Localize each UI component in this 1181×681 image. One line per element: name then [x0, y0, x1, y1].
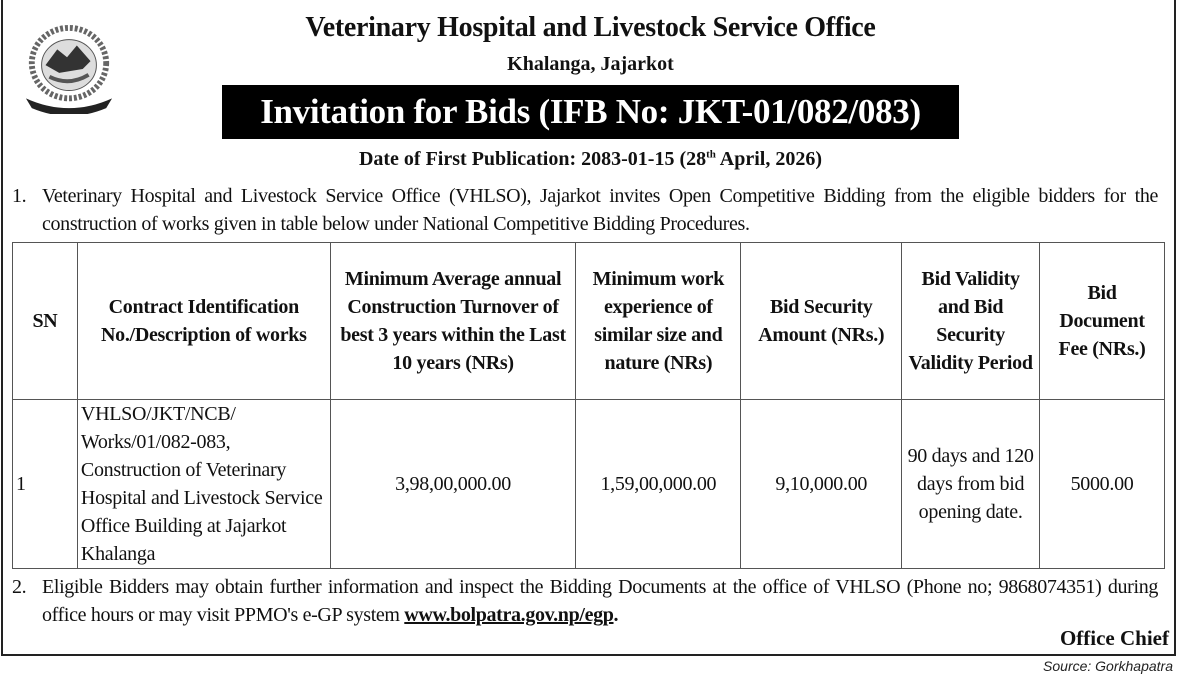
paragraph-number: 2. [12, 576, 27, 598]
header-validity: Bid Validity and Bid Security Validity Period [902, 243, 1040, 400]
header-bid-security: Bid Security Amount (NRs.) [741, 243, 902, 400]
date-suffix: April, 2026) [715, 148, 823, 170]
date-sup: th [706, 148, 716, 161]
source-credit: Source: Gorkhapatra [1043, 658, 1173, 674]
cell-sn: 1 [13, 400, 78, 569]
bid-table [12, 242, 1165, 569]
header-experience: Minimum work experience of similar size and nature (NRs) [576, 243, 741, 400]
cell-validity: 90 days and 120 days from bid opening date. [902, 400, 1040, 569]
paragraph-2 [12, 573, 1158, 629]
office-name: Veterinary Hospital and Livestock Service Office [305, 12, 876, 43]
header-sn: SN [13, 243, 78, 400]
cell-bid-security: 9,10,000.00 [741, 400, 902, 569]
paragraph-number: 1. [12, 185, 27, 207]
paragraph-1 [12, 182, 1158, 238]
table-row [13, 400, 1165, 569]
office-location: Khalanga, Jajarkot [507, 53, 674, 75]
header-turnover: Minimum Average annual Construction Turnover of best 3 years within the Last 10 years (NRs) [330, 243, 576, 400]
cell-fee: 5000.00 [1040, 400, 1165, 569]
paragraph-end: . [613, 604, 619, 626]
cell-turnover: 3,98,00,000.00 [330, 400, 576, 569]
publication-date [0, 148, 1181, 171]
cell-contract: VHLSO/JKT/NCB/ Works/01/082-083, Construction of Veterinary Hospital and Livestock Service Office Building at Jajarkot Khalanga [77, 400, 330, 569]
egp-link[interactable]: www.bolpatra.gov.np/egp [404, 604, 614, 626]
date-prefix: Date of First Publication: 2083-01-15 (28 [358, 148, 707, 170]
paragraph-text [42, 573, 1158, 629]
paragraph-2-text: Eligible Bidders may obtain further information and inspect the Bidding Documents at the office of VHLSO (Phone no; 9868074351) during office hours or may visit PPMO's e-GP system [42, 576, 1158, 626]
cell-experience: 1,59,00,000.00 [576, 400, 741, 569]
paragraph-text: Veterinary Hospital and Livestock Service Office (VHLSO), Jajarkot invites Open Competitive Bidding from the eligible bidders for the construction of works given in table below under National Competitive Bidding Procedures. [42, 185, 1158, 235]
header-contract: Contract Identification No./Description of works [77, 243, 330, 400]
header-fee: Bid Document Fee (NRs.) [1040, 243, 1165, 400]
ifb-title: Invitation for Bids (IFB No: JKT-01/082/083) [222, 85, 959, 139]
signature: Office Chief [1059, 626, 1169, 650]
table-header-row [13, 243, 1165, 400]
